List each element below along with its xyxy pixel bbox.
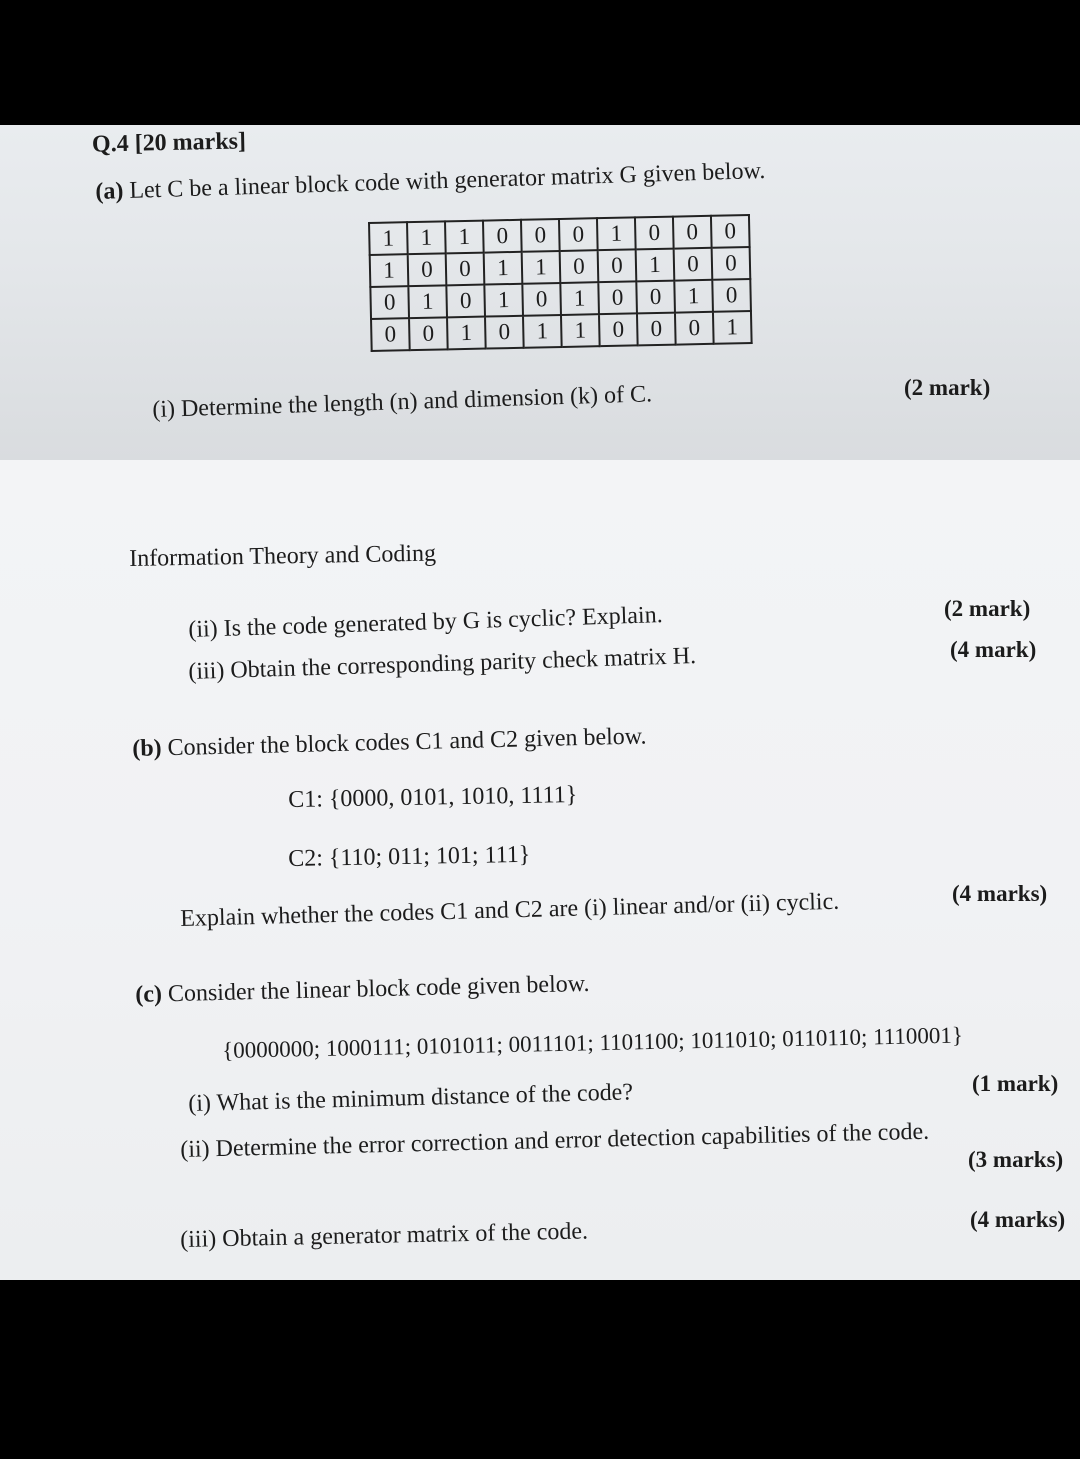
matrix-cell: 1 — [484, 252, 523, 285]
matrix-cell: 1 — [484, 284, 523, 317]
part-c-text: Consider the linear block code given below. — [167, 970, 590, 1008]
matrix-cell: 0 — [521, 219, 560, 252]
code-set-c2: C2: {110; 011; 101; 111} — [287, 841, 531, 872]
matrix-cell: 1 — [523, 315, 562, 348]
question-c-iii: (iii) Obtain a generator matrix of the code. — [179, 1218, 589, 1253]
matrix-cell: 1 — [597, 217, 636, 250]
matrix-cell: 0 — [674, 248, 713, 281]
matrix-cell: 1 — [713, 311, 752, 344]
part-b-text: Consider the block codes C1 and C2 given below. — [167, 723, 647, 762]
matrix-row — [371, 311, 752, 351]
matrix-cell: 0 — [712, 247, 751, 280]
matrix-cell: 0 — [483, 220, 522, 253]
matrix-cell: 1 — [408, 285, 447, 318]
matrix-cell: 0 — [635, 217, 674, 250]
code-set-c: {0000000; 1000111; 0101011; 0011101; 1101100; 1011010; 0110110; 1110001} — [221, 1022, 964, 1063]
generator-matrix — [368, 214, 753, 352]
question-a-iii: (iii) Obtain the corresponding parity check matrix H. — [187, 643, 697, 685]
matrix-cell: 0 — [711, 215, 750, 248]
marks-c-ii: (3 marks) — [968, 1147, 1064, 1172]
marks-b: (4 marks) — [952, 881, 1048, 906]
matrix-cell: 1 — [407, 221, 446, 254]
matrix-cell: 1 — [636, 249, 675, 282]
matrix-cell: 1 — [447, 317, 486, 350]
matrix-cell: 0 — [712, 279, 751, 312]
matrix-cell: 0 — [636, 281, 675, 314]
matrix-cell: 0 — [522, 283, 561, 316]
marks-c-iii: (4 marks) — [970, 1207, 1066, 1232]
question-b: Explain whether the codes C1 and C2 are (i) linear and/or (ii) cyclic. — [179, 888, 840, 932]
matrix-cell: 0 — [599, 313, 638, 346]
marks-c-i: (1 mark) — [972, 1071, 1059, 1096]
part-a-label: (a) — [94, 178, 124, 205]
matrix-cell: 0 — [409, 317, 448, 350]
matrix-cell: 1 — [674, 280, 713, 313]
question-a-i: (i) Determine the length (n) and dimension (k) of C. — [151, 381, 653, 423]
page-photo-bottom — [0, 460, 1080, 1280]
part-b-label: (b) — [131, 735, 162, 762]
question-a-ii: (ii) Is the code generated by G is cyclic? Explain. — [187, 602, 664, 643]
question-c-i: (i) What is the minimum distance of the code? — [187, 1079, 634, 1117]
matrix-cell: 0 — [675, 312, 714, 345]
part-c-label: (c) — [134, 981, 163, 1008]
part-a-text: Let C be a linear block code with generator matrix G given below. — [128, 157, 766, 204]
matrix-cell: 0 — [673, 216, 712, 249]
matrix-cell: 0 — [560, 250, 599, 283]
matrix-cell: 1 — [369, 222, 408, 255]
matrix-cell: 1 — [561, 314, 600, 347]
matrix-cell: 0 — [371, 318, 410, 351]
matrix-cell: 0 — [637, 313, 676, 346]
matrix-cell: 0 — [408, 253, 447, 286]
marks-a-ii: (2 mark) — [944, 596, 1031, 621]
matrix-cell: 1 — [560, 282, 599, 315]
matrix-cell: 1 — [370, 254, 409, 287]
matrix-cell: 0 — [446, 253, 485, 286]
code-set-c1: C1: {0000, 0101, 1010, 1111} — [287, 781, 578, 813]
matrix-cell: 0 — [485, 316, 524, 349]
marks-a-i: (2 mark) — [904, 375, 991, 400]
matrix-cell: 0 — [446, 285, 485, 318]
matrix-cell: 0 — [598, 249, 637, 282]
question-c-ii: (ii) Determine the error correction and error detection capabilities of the code. — [179, 1118, 930, 1163]
matrix-cell: 1 — [445, 221, 484, 254]
course-title: Information Theory and Coding — [128, 540, 437, 572]
matrix-cell: 0 — [559, 218, 598, 251]
question-header: Q.4 [20 marks] — [91, 128, 247, 158]
marks-a-iii: (4 mark) — [950, 637, 1037, 662]
matrix-cell: 0 — [370, 286, 409, 319]
matrix-cell: 0 — [598, 281, 637, 314]
matrix-cell: 1 — [522, 251, 561, 284]
